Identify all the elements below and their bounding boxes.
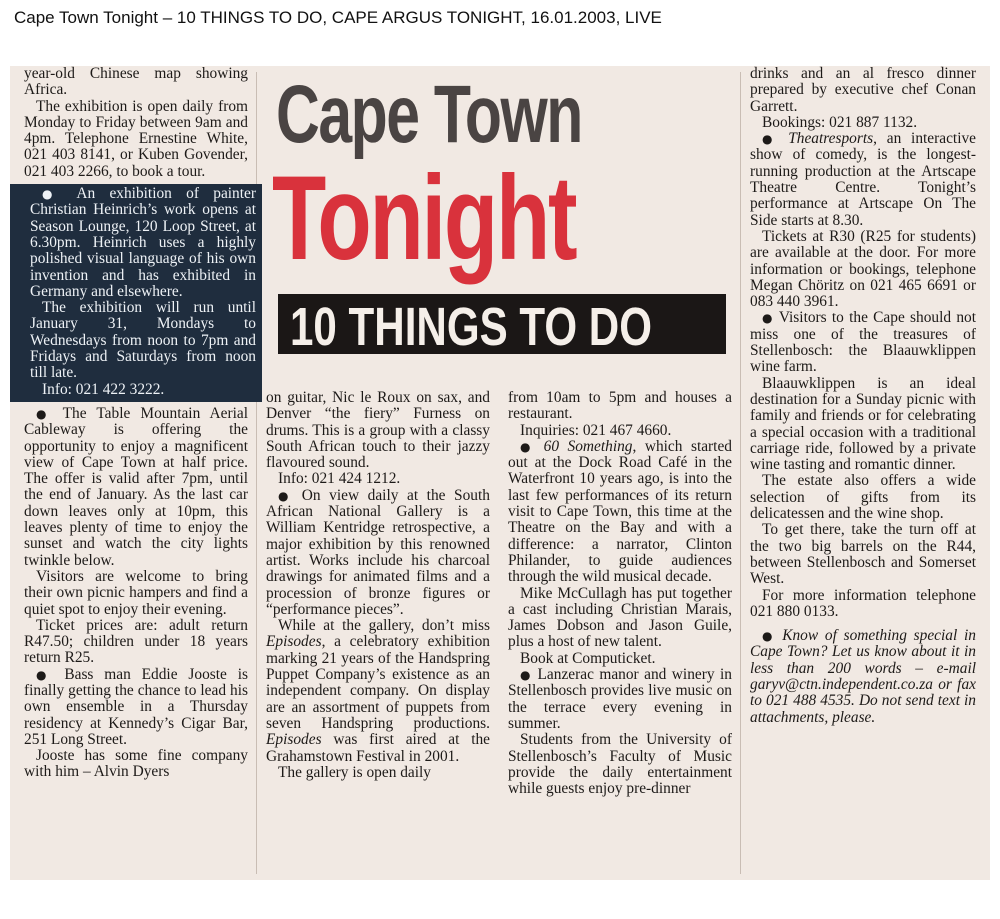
article-column-3 [508, 390, 732, 797]
article-column-4 [750, 66, 976, 726]
bullet-icon: ● [520, 668, 533, 683]
paragraph: To get there, take the turn off at the two big barrels on the R44, between Stellenbosch and Somerset West. [750, 521, 976, 588]
bullet-icon: ● [762, 311, 774, 326]
paragraph: ● Bass man Eddie Jooste is finally getting the chance to lead his own ensemble in a Thursday residency at Kennedy’s Cigar Bar, 251 Long Street. [24, 665, 248, 748]
highlighted-block [10, 184, 262, 402]
bullet-icon: ● [42, 187, 63, 202]
column-divider [740, 72, 741, 874]
paragraph: Inquiries: 021 467 4660. [520, 421, 672, 439]
masthead-subtitle: Tonight [272, 151, 576, 285]
paragraph: For more information telephone 021 880 0133. [750, 586, 976, 620]
bullet-icon: ● [36, 406, 53, 421]
paragraph: The exhibition will run until January 31, Mondays to Wednesdays from noon to 7pm and Fridays and Saturdays from noon till late. [30, 299, 256, 382]
paragraph: Mike McCullagh has put together a cast including Christian Marais, James Dobson and Jason Guile, plus a host of new talent. [508, 584, 732, 651]
page-caption: Cape Town Tonight – 10 THINGS TO DO, CAPE ARGUS TONIGHT, 16.01.2003, LIVE [14, 8, 662, 27]
article-column-2 [266, 390, 490, 781]
masthead [266, 66, 736, 384]
paragraph: on guitar, Nic le Roux on sax, and Denver “the fiery” Furness on drums. This is a group with a classy South African touch to their jazzy flavoured sound. [266, 389, 490, 472]
paragraph: Bookings: 021 887 1132. [762, 113, 918, 131]
paragraph: ● Theatresports, an interactive show of comedy, is the longest-running production at the Artscape Theatre Centre. Tonight’s performance at Artscape On The Side starts at 8.30. [750, 130, 976, 229]
paragraph: Students from the University of Stellenbosch’s Faculty of Music provide the daily entertainment while guests enjoy pre-dinner [508, 731, 732, 798]
paragraph: Blaauwklippen is an ideal destination for a Sunday picnic with family and friends or for celebrating a special occasion with a traditional carriage ride, followed by a private wine tasting and romantic dinner. [750, 374, 976, 474]
article-column-1 [24, 66, 256, 781]
paragraph: Tickets at R30 (R25 for students) are available at the door. For more information or bookings, telephone Megan Chöritz on 021 465 6691 or 083 440 3961. [750, 227, 976, 311]
paragraph: ● Visitors to the Cape should not miss one of the treasures of Stellenbosch: the Blaauwklippen wine farm. [750, 309, 976, 376]
bullet-icon: ● [278, 488, 294, 503]
masthead-title: Cape Town [276, 69, 582, 160]
bullet-icon: ● [762, 132, 779, 147]
bullet-icon: ● [36, 667, 54, 682]
bullet-icon: ● [762, 629, 776, 644]
paragraph: from 10am to 5pm and houses a restaurant. [508, 389, 732, 423]
paragraph: Ticket prices are: adult return R47.50; children under 18 years return R25. [24, 616, 248, 667]
paragraph: Info: 021 422 3222. [42, 380, 165, 398]
paragraph: Visitors are welcome to bring their own picnic hampers and find a quiet spot to enjoy their evening. [24, 567, 248, 618]
paragraph: year-old Chinese map showing Africa. [24, 66, 248, 99]
paragraph: drinks and an al fresco dinner prepared by executive chef Conan Garrett. [750, 66, 976, 115]
paragraph: Jooste has some fine company with him – Alvin Dyers [24, 747, 248, 781]
paragraph: ● The Table Mountain Aerial Cableway is offering the opportunity to enjoy a magnificent view of Cape Town at half price. The offer is valid after 7pm, until the end of January. As the last car down leaves only at 10pm, this leaves plenty of time to enjoy the sunset and watch the city lights twinkle below. [24, 404, 248, 569]
paragraph: The gallery is open daily [278, 763, 432, 781]
newspaper-clipping [10, 66, 990, 880]
paragraph: ● An exhibition of painter Christian Heinrich’s work opens at Season Lounge, 120 Loop Street, at 6.30pm. Heinrich uses a highly polished visual language of his own invention and has exhibited in Germany and elsewhere. [30, 185, 256, 300]
paragraph: ● On view daily at the South African National Gallery is a William Kentridge retrospective, a major exhibition by this renowned artist. Works include his charcoal drawings for animated films and a procession of bronze figures or “performance pieces”. [266, 486, 490, 618]
paragraph: The exhibition is open daily from Monday to Friday between 9am and 4pm. Telephone Ernestine White, 021 403 8141, or Kuben Govender, 021 403 2266, to book a tour. [24, 97, 248, 180]
callout-paragraph: ● Know of something special in Cape Town? Let us know about it in less than 200 words – e-mail garyv@ctn.independent.co.za or fax to 021 488 4535. Do not send text in attachments, please. [750, 627, 976, 726]
paragraph: ● 60 Something, which started out at the Dock Road Café in the Waterfront 10 years ago, is into the last few performances of its return visit to Cape Town, this time at the Theatre on the Bay and with a difference: a narrator, Clinton Philander, to guide audiences through the wild musical decade. [508, 437, 732, 586]
masthead-banner-text: 10 THINGS TO DO [290, 297, 652, 357]
paragraph: Book at Computicket. [520, 649, 656, 667]
bullet-icon: ● [520, 439, 536, 454]
paragraph: The estate also offers a wide selection of gifts from its delicatessen and the wine shop. [750, 472, 976, 523]
paragraph: Info: 021 424 1212. [278, 470, 401, 488]
paragraph: While at the gallery, don’t miss Episodes, a celebratory exhibition marking 21 years of the Handspring Puppet Company’s existence as an independent company. On display are an assortment of puppets from seven Handspring productions. Episodes was first aired at the Grahamstown Festival in 2001. [266, 617, 490, 765]
paragraph: ● Lanzerac manor and winery in Stellenbosch provides live music on the terrace every evening in summer. [508, 666, 732, 732]
